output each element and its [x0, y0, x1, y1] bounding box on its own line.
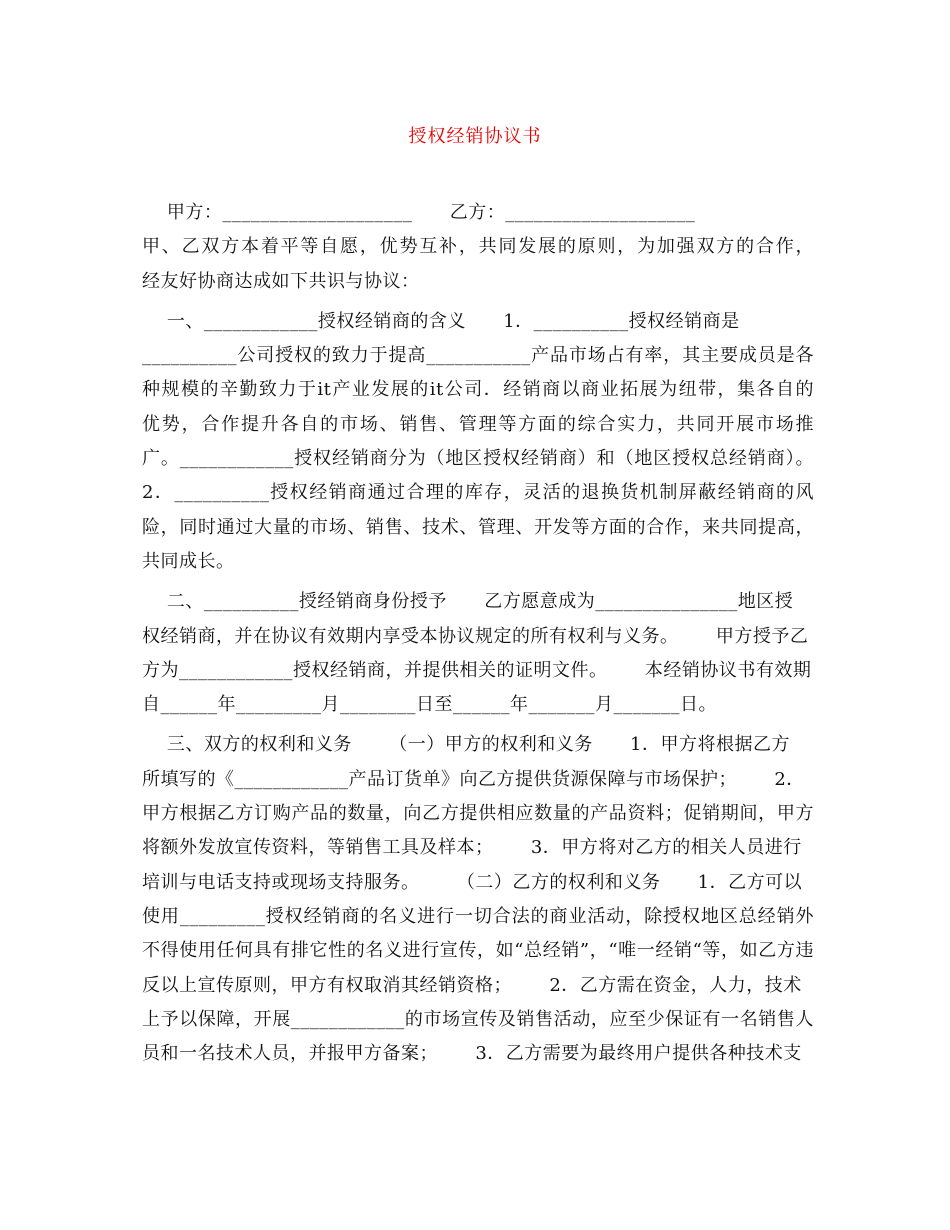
text-line: 二、__________授经销商身份授予 乙方愿意成为_______________地区授: [142, 591, 794, 613]
text-line: 甲方：____________________ 乙方：____________________: [142, 202, 696, 223]
text-line: 反以上宣传原则，甲方有权取消其经销资格； 2．乙方需在资金，人力，技术: [142, 974, 802, 996]
text-line: 员和一名技术人员，并报甲方备案； 3．乙方需要为最终用户提供各种技术支: [142, 1043, 802, 1065]
text-line: 培训与电话支持或现场支持服务。 （二）乙方的权利和义务 1．乙方可以: [142, 871, 803, 893]
text-line: 不得使用任何具有排它性的名义进行宣传，如“总经销”，“唯一经销“等，如乙方违: [142, 940, 814, 962]
text-line: 权经销商，并在协议有效期内享受本协议规定的所有权利与义务。 甲方授予乙: [142, 625, 809, 647]
text-line: 广。____________授权经销商分为（地区授权经销商）和（地区授权总经销商）。: [142, 448, 814, 470]
text-line: 优势，合作提升各自的市场、销售、管理等方面的综合实力，共同开展市场推: [142, 413, 814, 435]
text-line: 三、双方的权利和义务 （一）甲方的权利和义务 1．甲方将根据乙方: [142, 734, 790, 756]
text-line: 上予以保障，开展____________的市场宣传及销售活动，应至少保证有一名销售人: [142, 1008, 814, 1030]
text-line: 所填写的《____________产品订货单》向乙方提供货源保障与市场保护； 2．: [142, 768, 805, 790]
document-body: [142, 196, 814, 1071]
text-line: __________公司授权的致力于提高___________产品市场占有率，其主要成员是各: [142, 345, 814, 367]
text-line: 甲、乙双方本着平等自愿，优势互补，共同发展的原则，为加强双方的合作，: [142, 236, 814, 258]
document-title: 授权经销协议书: [408, 126, 542, 147]
text-line: 将额外发放宣传资料，等销售工具及样本； 3．甲方将对乙方的相关人员进行: [142, 837, 802, 859]
text-line: 2．__________授权经销商通过合理的库存，灵活的退换货机制屏蔽经销商的风: [142, 482, 814, 504]
text-line: 共同成长。: [142, 550, 235, 572]
text-line: 甲方根据乙方订购产品的数量，向乙方提供相应数量的产品资料；促销期间，甲方: [142, 803, 814, 825]
text-line: 一、____________授权经销商的含义 1．__________授权经销商是: [142, 310, 740, 332]
text-line: 自______年_________月________日至______年_______月_______日。: [142, 694, 717, 716]
text-line: 种规模的辛勤致力于it产业发展的it公司．经销商以商业拓展为纽带，集各自的: [142, 379, 814, 401]
text-line: 使用_________授权经销商的名义进行一切合法的商业活动，除授权地区总经销外: [142, 905, 814, 927]
text-line: 经友好协商达成如下共识与协议：: [142, 270, 420, 292]
text-line: 方为____________授权经销商，并提供相关的证明文件。 本经销协议书有效期: [142, 659, 812, 681]
text-line: 险，同时通过大量的市场、销售、技术、管理、开发等方面的合作，来共同提高，: [142, 516, 814, 538]
